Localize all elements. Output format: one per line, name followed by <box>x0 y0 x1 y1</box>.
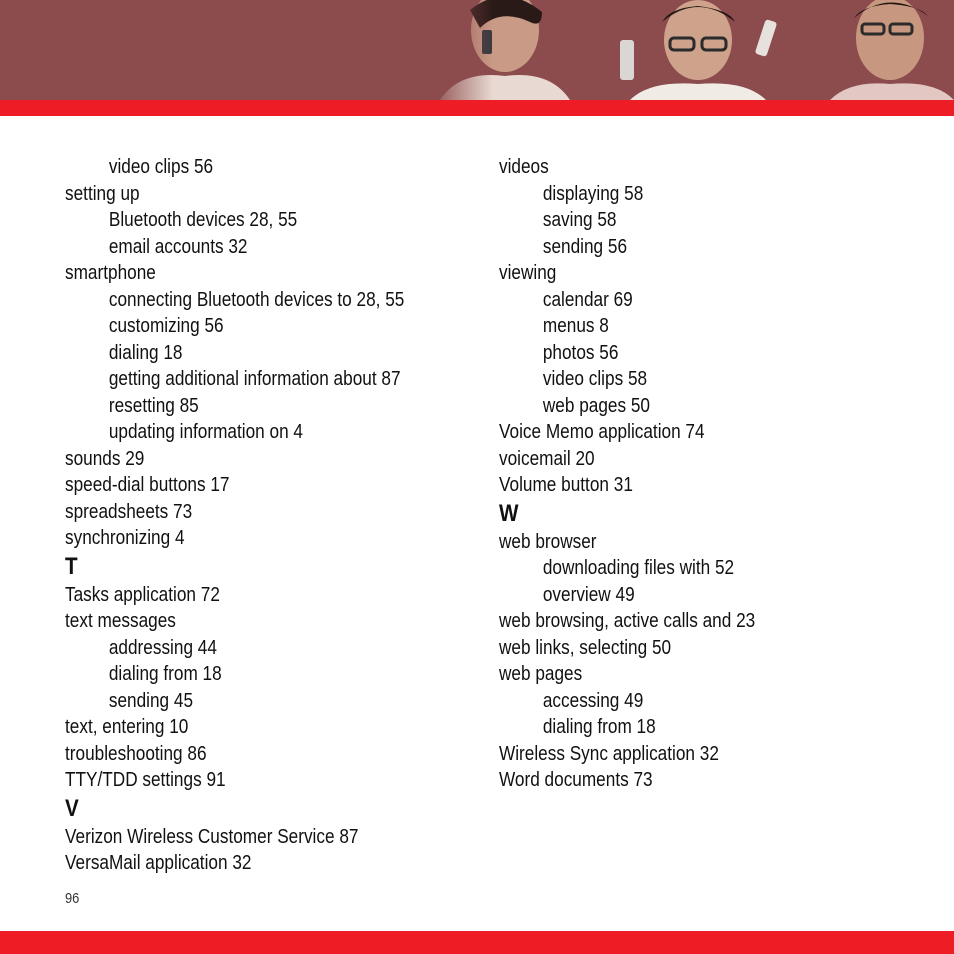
page-number: 96 <box>65 890 80 907</box>
index-entry: web links, selecting 50 <box>499 636 672 659</box>
index-entry: troubleshooting 86 <box>65 742 207 765</box>
index-entry: web pages <box>499 663 583 685</box>
index-subentry: resetting 85 <box>108 394 199 417</box>
index-subentry: customizing 56 <box>108 315 224 337</box>
index-subentry: calendar 69 <box>542 288 633 311</box>
index-entry: Verizon Wireless Customer Service 87 <box>65 825 359 848</box>
index-entry: spreadsheets 73 <box>65 500 193 523</box>
index-subentry: sending 56 <box>542 235 628 258</box>
index-entry: videos <box>499 156 549 178</box>
index-entry: Word documents 73 <box>499 769 653 791</box>
footer-accent-stripe <box>0 931 954 954</box>
index-subentry: dialing from 18 <box>108 663 222 685</box>
index-subentry: updating information on 4 <box>108 421 303 443</box>
index-subentry: downloading files with 52 <box>542 557 735 579</box>
index-column-right <box>499 154 755 794</box>
index-subentry: dialing from 18 <box>542 716 656 738</box>
index-subentry: overview 49 <box>542 583 635 606</box>
index-entry: voicemail 20 <box>499 447 595 470</box>
index-subentry: email accounts 32 <box>108 235 248 258</box>
index-subentry: photos 56 <box>542 341 619 364</box>
index-subentry: saving 58 <box>542 209 617 231</box>
index-subentry: dialing 18 <box>108 341 183 364</box>
index-column-left <box>65 154 404 877</box>
index-entry: TTY/TDD settings 91 <box>65 769 226 791</box>
header-accent-stripe <box>0 100 954 116</box>
header-band <box>0 0 954 100</box>
index-letter-heading: W <box>499 499 519 527</box>
index-letter-heading: V <box>65 794 79 822</box>
index-entry: Wireless Sync application 32 <box>499 742 719 765</box>
index-entry: sounds 29 <box>65 447 145 470</box>
index-entry: VersaMail application 32 <box>65 852 252 874</box>
index-subentry: video clips 58 <box>542 368 648 390</box>
index-subentry: addressing 44 <box>108 636 217 659</box>
index-subentry: Bluetooth devices 28, 55 <box>108 209 298 231</box>
index-subentry: menus 8 <box>542 315 609 337</box>
index-entry: synchronizing 4 <box>65 527 185 549</box>
index-entry: web browser <box>499 530 597 553</box>
index-subentry: accessing 49 <box>542 689 644 712</box>
index-entry: Volume button 31 <box>499 474 633 496</box>
index-letter-heading: T <box>65 552 78 580</box>
index-entry: viewing <box>499 262 557 284</box>
index-subentry: sending 45 <box>108 689 194 712</box>
index-entry: setting up <box>65 182 140 205</box>
index-entry: text, entering 10 <box>65 716 189 738</box>
index-entry: speed-dial buttons 17 <box>65 474 230 496</box>
index-subentry: getting additional information about 87 <box>108 368 401 390</box>
index-subentry: web pages 50 <box>542 394 650 417</box>
three-people-with-phones-photo <box>430 0 954 100</box>
index-subentry: connecting Bluetooth devices to 28, 55 <box>108 288 405 311</box>
index-entry: text messages <box>65 610 176 632</box>
index-entry: smartphone <box>65 262 156 284</box>
index-entry: Voice Memo application 74 <box>499 421 705 443</box>
index-entry: Tasks application 72 <box>65 583 220 606</box>
index-entry: web browsing, active calls and 23 <box>499 610 756 632</box>
index-subentry: displaying 58 <box>542 182 644 205</box>
index-subentry: video clips 56 <box>108 156 214 178</box>
